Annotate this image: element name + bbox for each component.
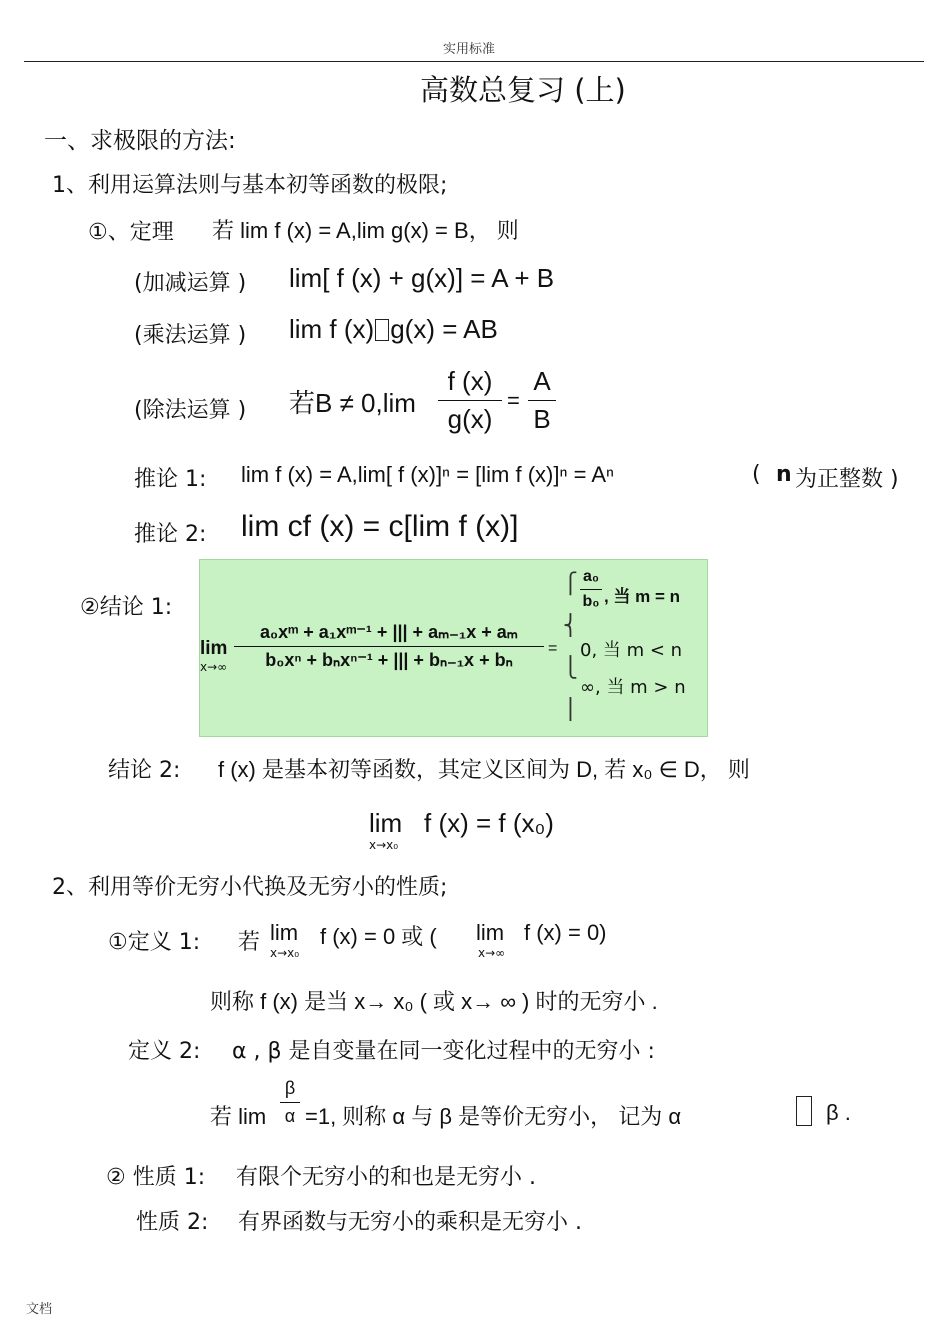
property-2-text: 有界函数与无穷小的乘积是无穷小 . <box>238 1210 582 1235</box>
corollary-1-note: 为正整数 ) <box>795 467 899 492</box>
page-header: 实用标准 <box>443 42 496 57</box>
definition-1-end: f (x) = 0) <box>524 920 607 945</box>
definition-2-prefix: 若 lim <box>210 1104 267 1129</box>
definition-1-lim2: lim <box>476 920 505 945</box>
case-3: ∞, 当 m > n <box>580 677 686 698</box>
conclusion-1-numerator: a₀xᵐ + a₁xᵐ⁻¹ + ||| + aₘ₋₁x + aₘ <box>260 622 518 642</box>
div-fraction-num: f (x) <box>447 366 493 396</box>
header-rule <box>24 61 924 62</box>
fraction-bar <box>580 589 602 590</box>
theorem-label: ①、定理 <box>88 220 174 245</box>
page-title: 高数总复习 (上) <box>420 73 626 107</box>
fraction-bar <box>528 400 556 401</box>
definition-1-middle: f (x) = 0 或 ( <box>320 924 437 949</box>
fraction-bar <box>280 1102 300 1103</box>
mul-rule-formula <box>289 314 498 345</box>
page-footer: 文档 <box>26 1302 53 1317</box>
definition-1-lim: lim <box>270 920 299 945</box>
div-fraction-num2: A <box>533 366 551 396</box>
section-heading-methods: 一、求极限的方法: <box>44 128 236 154</box>
conclusion-1-fraction <box>234 622 544 671</box>
conclusion-1-equals: = <box>548 640 558 657</box>
add-rule-formula: lim[ f (x) + g(x)] = A + B <box>289 263 555 293</box>
conclusion-1-label: ②结论 1: <box>80 595 173 620</box>
conclusion-2-formula: f (x) = f (x₀) <box>424 808 554 838</box>
div-equals: = <box>507 388 520 413</box>
definition-1-label: ①定义 1: <box>108 930 201 955</box>
mul-rule-label: (乘法运算 ) <box>134 323 247 348</box>
missing-glyph-box <box>375 319 389 341</box>
mul-formula-left: lim f (x) <box>289 314 375 344</box>
conclusion-2-label: 结论 2: <box>108 758 181 783</box>
conclusion-2-lim-sub: x→x₀ <box>369 838 399 852</box>
definition-1-lim2-sub: x→∞ <box>478 946 506 960</box>
property-2-label: 性质 2: <box>136 1210 209 1235</box>
property-1-label: ② 性质 1: <box>106 1165 206 1190</box>
conclusion-1-box <box>199 559 708 737</box>
definition-1-lim-sub: x→x₀ <box>270 946 300 960</box>
corollary-1-open-paren: ( <box>752 462 761 487</box>
div-fraction-ab <box>528 366 556 435</box>
div-rule-prefix: 若B ≠ 0,lim <box>289 388 416 418</box>
cases-brace: ⎧ ⎨ ⎩ ⎪ <box>563 571 578 721</box>
conclusion-2-text: f (x) 是基本初等函数，其定义区间为 D, 若 x₀ ∈ D， 则 <box>218 757 750 782</box>
definition-2-num: β <box>284 1078 296 1098</box>
fraction-bar <box>234 646 544 647</box>
definition-1-line2: 则称 f (x) 是当 x→ x₀ ( 或 x→ ∞ ) 时的无穷小 . <box>210 989 658 1014</box>
div-fraction-fg <box>438 366 502 435</box>
conclusion-2-lim: lim <box>369 808 403 838</box>
corollary-1-n: n <box>776 462 792 487</box>
div-fraction-den: g(x) <box>447 404 493 434</box>
case-2: 0, 当 m < n <box>580 640 683 661</box>
definition-2-fraction <box>280 1078 300 1127</box>
mul-formula-right: g(x) = AB <box>390 314 498 344</box>
div-rule-label: (除法运算 ) <box>134 398 247 423</box>
corollary-1-label: 推论 1: <box>134 467 207 492</box>
case-1-num: a₀ <box>582 568 600 585</box>
fraction-bar <box>438 400 502 401</box>
definition-2-suffix: =1, 则称 α 与 β 是等价无穷小， 记为 α <box>305 1104 682 1129</box>
definition-1-prefix: 若 <box>238 930 261 955</box>
case-1-condition: , 当 m = n <box>604 587 681 606</box>
definition-2-den: α <box>284 1106 296 1126</box>
missing-glyph-box-2 <box>796 1096 812 1126</box>
conclusion-1-lim-sub: x→∞ <box>200 660 228 674</box>
add-rule-label: (加减运算 ) <box>134 271 247 296</box>
theorem-text: 若 lim f (x) = A,lim g(x) = B， 则 <box>212 218 519 243</box>
case-1-fraction <box>580 568 602 611</box>
definition-2-text: α , β 是自变量在同一变化过程中的无穷小 : <box>232 1039 655 1064</box>
corollary-1-formula: lim f (x) = A,lim[ f (x)]ⁿ = [lim f (x)]ⁿ = Aⁿ <box>241 462 615 487</box>
definition-2-end: β . <box>826 1100 851 1125</box>
conclusion-1-lim: lim <box>200 638 228 659</box>
corollary-2-formula: lim cf (x) = c[lim f (x)] <box>241 510 519 543</box>
div-fraction-den2: B <box>533 404 551 434</box>
definition-2-label: 定义 2: <box>128 1039 201 1064</box>
case-1-den: b₀ <box>582 593 600 610</box>
subsection-heading-2: 2、利用等价无穷小代换及无穷小的性质; <box>52 875 448 900</box>
subsection-heading-1: 1、利用运算法则与基本初等函数的极限; <box>52 173 448 198</box>
property-1-text: 有限个无穷小的和也是无穷小 . <box>236 1165 536 1190</box>
conclusion-1-denominator: b₀xⁿ + bₙxⁿ⁻¹ + ||| + bₙ₋₁x + bₙ <box>265 650 513 670</box>
corollary-2-label: 推论 2: <box>134 522 207 547</box>
